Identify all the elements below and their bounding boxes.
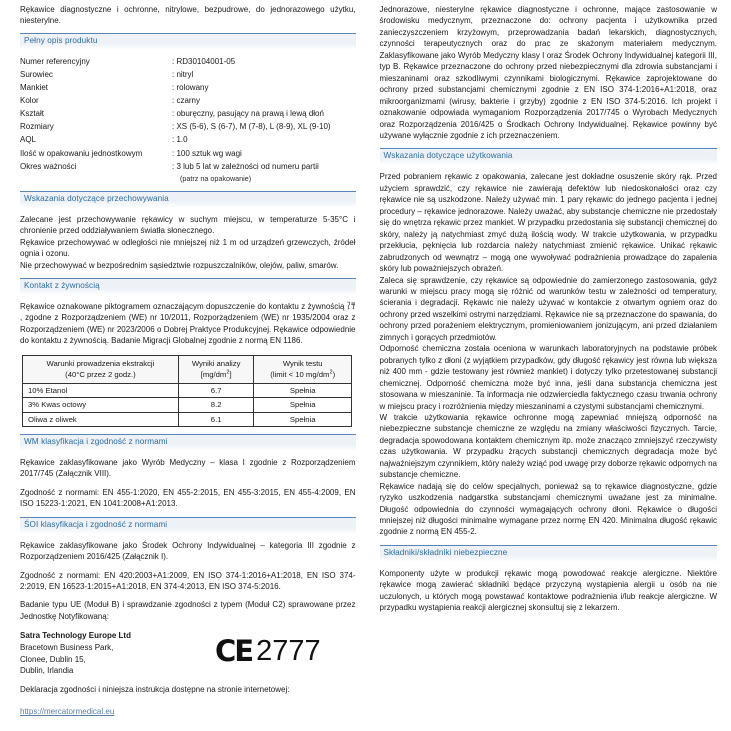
cell-condition: 10% Etanol — [23, 384, 179, 398]
md-paragraph-1: Rękawice zaklasyfikowane jako Wyrób Medyczny – klasa I zgodnie z Rozporządzeniem 2017/745 (Załącznik VIII). — [20, 457, 356, 479]
spec-key: AQL — [20, 135, 37, 145]
storage-paragraph-2: Rękawice przechowywać w odległości nie mniejszej niż 1 m od urządzeń grzewczych, źródeł ognia i ozonu. — [20, 237, 356, 259]
spec-key: Kształt — [20, 109, 45, 119]
cell-verdict: Spełnia — [254, 412, 352, 426]
spec-key: Rozmiary — [20, 122, 54, 132]
spec-value: : rolowany — [172, 83, 209, 93]
storage-paragraph-3: Nie przechowywać w bezpośrednim sąsiedztwie rozpuszczalników, olejów, paliw, smarów. — [20, 260, 339, 270]
global-migration-table — [22, 355, 352, 427]
table-row — [23, 384, 352, 398]
spec-row — [20, 81, 356, 94]
spec-row — [20, 160, 356, 173]
cell-verdict: Spełnia — [254, 384, 352, 398]
ingredients-paragraph-1: Komponenty użyte w produkcji rękawic mogą powodować reakcje alergiczne. Niektóre rękawice mogą zawierać składniki będące przyczyną wystąpienia alergii u osób na nie uczulonych, u których mogą powstawać kontaktowe podrażnienia i/lub reakcje alergiczne. W przypadku wystąpienia reakcji alergicznej skonsultuj się z lekarzem. — [379, 568, 717, 613]
ppe-paragraph-2: Zgodność z normami: EN 420:2003+A1:2009, EN ISO 374-1:2016+A1:2018, EN ISO 374-2:2019, EN 16523-1:2015+A1:2018, EN 374-4:2013, EN ISO 374-5:2016. — [20, 570, 356, 592]
section-header-full-description: Pełny opis produktu — [20, 33, 356, 49]
table-row — [23, 398, 352, 412]
table-col-header-verdict — [254, 355, 352, 383]
header-line-1: Warunki prowadzenia ekstrakcji — [46, 358, 155, 368]
ce-mark-text: CE — [215, 634, 253, 669]
spec-row — [20, 147, 356, 160]
spec-key: Kolor — [20, 96, 39, 106]
cell-result: 6.1 — [178, 412, 254, 426]
notified-body-name: Satra Technology Europe Ltd — [20, 631, 131, 641]
table-header-row — [23, 355, 352, 383]
spec-row — [20, 120, 356, 133]
mercator-medical-link[interactable]: https://mercatormedical.eu — [20, 707, 115, 717]
section-header-storage: Wskazania dotyczące przechowywania — [20, 191, 356, 207]
header-line-2: (40°C przez 2 godz.) — [65, 370, 136, 380]
header-line-2: $[mg/dm^2]$ — [200, 369, 232, 380]
spec-value: : RD30104001-05 — [172, 56, 236, 66]
storage-paragraph-1: Zalecane jest przechowywanie rękawicy w suchym miejscu, w temperaturze 5-35°C i chronienie przed oddziaływaniem światła słonecznego. — [20, 214, 356, 236]
table-col-header-results — [178, 355, 254, 383]
ppe-paragraph-3: Badanie typu UE (Moduł B) i sprawdzanie zgodności z typem (Moduł C2) sprawowane przez Jednostkę Notyfikowaną: — [20, 600, 356, 621]
food-contact-text-after: , zgodne z Rozporządzeniem (WE) nr 10/2011, Rozporządzeniem (WE) nr 1935/2004 oraz z Rozporządzeniem (WE) nr 2023/2006 o Dobrej Praktyce Produkcyjnej. Rękawice odpowiednie do kontaktu z żywnością. Badanie Migracji Globalnej zgodnie z normą EN 1186. — [20, 313, 356, 346]
spec-row — [20, 55, 356, 68]
food-contact-text-before: Rękawice oznakowane piktogramem oznaczającym dopuszczenie do kontaktu z żywnością — [20, 302, 345, 312]
section-header-md-classification: WM klasyfikacja i zgodność z normami — [20, 434, 356, 450]
notified-body-address-line: Bracetown Business Park, — [20, 642, 114, 652]
usage-paragraph-1: Przed pobraniem rękawic z opakowania, zalecane jest dokładne osuszenie skóry rąk. Przed użyciem sprawdzić, czy rękawice nie zawierają defektów lub niedoskonałości oraz czy rękawice nie są uszkodzone. Należy używać min. 1 pary rękawic do jednego pacjenta i jednej procedury – rękawice jednorazowe. Należy uważać, aby substancje chemiczne nie przedostały się do wnętrza rękawic przez mankiet. W przypadku przedostania się substancji chemicznej do skóry, należy ją natychmiast zmyć dużą ilością wody. W trakcie użytkowania, w przypadku przekłucia, pęknięcia lub rozdarcia należy natychmiast zmienić rękawice. Unikać rękawic zabrudzonych od wewnątrz – mogą one wywoływać podrażnienia prowadzące do zapalenia skóry lub poważniejszych obrażeń. — [379, 172, 717, 274]
spec-key: Surowiec — [20, 70, 53, 79]
notified-body-address-line: Clonee, Dublin 15, — [20, 654, 86, 664]
ce-marking — [215, 634, 321, 669]
section-header-food-contact: Kontakt z żywnością — [20, 278, 356, 294]
header-line-1: Wynik testu — [282, 358, 323, 368]
product-spec-list — [20, 55, 356, 184]
spec-row — [20, 133, 356, 146]
cell-condition: 3% Kwas octowy — [23, 398, 179, 412]
spec-row — [20, 68, 356, 81]
right-column — [366, 4, 731, 731]
spec-value: : 3 lub 5 lat w zależności od numeru partii — [172, 161, 319, 171]
intro-paragraph-left: Rękawice diagnostyczne i ochronne, nitrylowe, bezpudrowe, do jednorazowego użytku, niesterylne. — [20, 5, 356, 26]
spec-value: : 100 sztuk wg wagi — [172, 148, 242, 158]
section-header-ingredients: Składniki/składniki niebezpieczne — [380, 545, 718, 561]
food-contact-paragraph — [20, 301, 356, 347]
ce-notified-body-number: 2777 — [256, 635, 321, 668]
section-header-usage: Wskazania dotyczące użytkowania — [380, 148, 718, 164]
declaration-text: Deklaracja zgodności i niniejsza instrukcja dostępne na stronie internetowej: — [20, 684, 290, 694]
spec-value: : czarny — [172, 96, 201, 106]
cell-condition: Oliwa z oliwek — [23, 412, 179, 426]
ppe-paragraph-1: Rękawice zaklasyfikowane jako Środek Ochrony Indywidualnej – kategoria III zgodnie z Rozporządzeniem 2016/425 (Załącznik I). — [20, 540, 356, 562]
spec-key: Mankiet — [20, 83, 49, 93]
spec-row — [20, 107, 356, 120]
spec-key: Okres ważności — [20, 161, 77, 171]
table-row — [23, 412, 352, 426]
glass-and-fork-icon — [346, 301, 355, 310]
cell-result: 8.2 — [178, 398, 254, 412]
spec-value: : nitryl — [172, 70, 194, 79]
spec-key: Ilość w opakowaniu jednostkowym — [20, 148, 143, 158]
cell-result: 6.7 — [178, 384, 254, 398]
spec-value: : 1.0 — [172, 135, 188, 145]
usage-paragraph-3: Odporność chemiczna została oceniona w warunkach laboratoryjnych na podstawie próbek pobranych tylko z dłoni (z wyjątkiem przypadków, gdy długość rękawicy jest równa lub większa niż 400 mm - gdzie testowany jest również mankiet) i dotyczy tylko przetestowanej substancji chemicznej. Odporność chemiczna może być inna, jeśli dana substancja chemiczna jest stosowana w mieszaninie. Ta informacja nie odzwierciedla faktycznego czasu trwania ochrony w miejscu pracy i rozróżnienia między mieszaninami a czystymi substancjami chemicznymi. — [379, 344, 717, 411]
spec-value: : XS (5-6), S (6-7), M (7-8), L (8-9), XL (9-10) — [172, 122, 331, 132]
notified-body-block — [20, 630, 356, 676]
notified-body-address-line: Dublin, Irlandia — [20, 666, 74, 676]
notified-body-address — [20, 630, 195, 676]
usage-paragraph-4: W trakcie użytkowania rękawice ochronne mogą zapewniać mniejszą odporność na niebezpieczne substancje chemiczne ze względu na zmiany właściwości fizycznych. Tarcie, degradacja spowodowana kontaktem chemicznym itp. może znacząco zmniejszyć rzeczywisty czas użytkowania. W przypadku żrących substancji chemicznych degradacja może być najważniejszym czynnikiem, który należy wziąć pod uwagę przy doborze rękawic odpornych na substancje chemiczne. — [379, 412, 717, 480]
md-paragraph-2: Zgodność z normami: EN 455-1:2020, EN 455-2:2015, EN 455-3:2015, EN 455-4:2009, EN ISO 15223-1:2021, EN 1041:2008+A1:2013. — [20, 487, 356, 509]
header-line-1: Wyniki analizy — [191, 358, 241, 368]
spec-value: : oburęczny, pasujący na prawą i lewą dłoń — [172, 109, 324, 119]
spec-expiry-note: (patrz na opakowanie) — [180, 173, 252, 183]
intro-paragraph-right: Jednorazowe, niesterylne rękawice diagnostyczne i ochronne, mające zastosowanie w środowisku medycznym, przeznaczone do: ochrony pacjenta i użytkownika przed zanieczyszczeniem krzyżowym, przeprowadzania badań lekarskich, diagnostycznych, czynności terapeutycznych oraz do prac ze skażonym materiałem medycznym. Zaklasyfikowane jako Wyrób Medyczny klasy I oraz Środek Ochrony Indywidualnej kategorii III, typ B. Rękawice przeznaczone do ochrony przed niebezpiecznymi dla zdrowia substancjami i mieszaninami oraz szkodliwymi czynnikami biologicznymi. Rękawice zaprojektowane do ochrony przed substancjami chemicznymi zgodnie z EN ISO 374-1:2016+A1:2018, oraz mikroorganizmami (wirusy, bakterie i grzyby) zgodnie z EN ISO 374-5:2016. Ich projekt i oznakowanie odpowiada wymaganiom Rozporządzenia 2017/745 o Wyrobach Medycznych oraz Rozporządzenia 2016/425 o Środkach Ochrony Indywidualnej. Rękawice powinny być używane wyłącznie zgodnie z ich przeznaczeniem. — [379, 5, 717, 140]
header-line-2: (limit < 10 $mg/dm^2$) — [270, 369, 336, 380]
usage-paragraph-5: Rękawice nadają się do celów specjalnych, ponieważ są to rękawice diagnostyczne, gdzie ryzyko uszkodzenia nadgarstka substancjami chemicznymi uważane jest za minimalne. Długość odpowiednia do czynności wymagających ochrony dłoni. Rękawice o długości mniejszej niż długości minimalne wymagane przez normę EN 420. Minimalna długość rękawic zgodnie z normą EN 455-2. — [379, 481, 717, 537]
spec-row — [20, 94, 356, 107]
table-col-header-conditions — [23, 355, 179, 383]
left-column — [0, 4, 366, 731]
spec-key: Numer referencyjny — [20, 56, 90, 66]
section-header-ppe-classification: ŚOI klasyfikacja i zgodność z normami — [20, 517, 356, 533]
cell-verdict: Spełnia — [254, 398, 352, 412]
declaration-link-wrapper — [20, 701, 356, 719]
usage-paragraph-2: Zaleca się sprawdzenie, czy rękawice są odpowiednie do zamierzonego zastosowania, gdyż warunki w miejscu pracy mogą się różnić od warunków testu w zależności od temperatury, ścierania i degradacji. Rękawic nie należy używać w kontakcie z otwartym ogniem oraz do ochrony przed wszelkimi ostrymi narzędziami. Rękawice nie są przeznaczone do spawania, do ochrony przed porażeniem elektrycznym, promieniowaniem jonizującym, ani przed działaniem zimnych i gorących przedmiotów. — [379, 275, 717, 342]
